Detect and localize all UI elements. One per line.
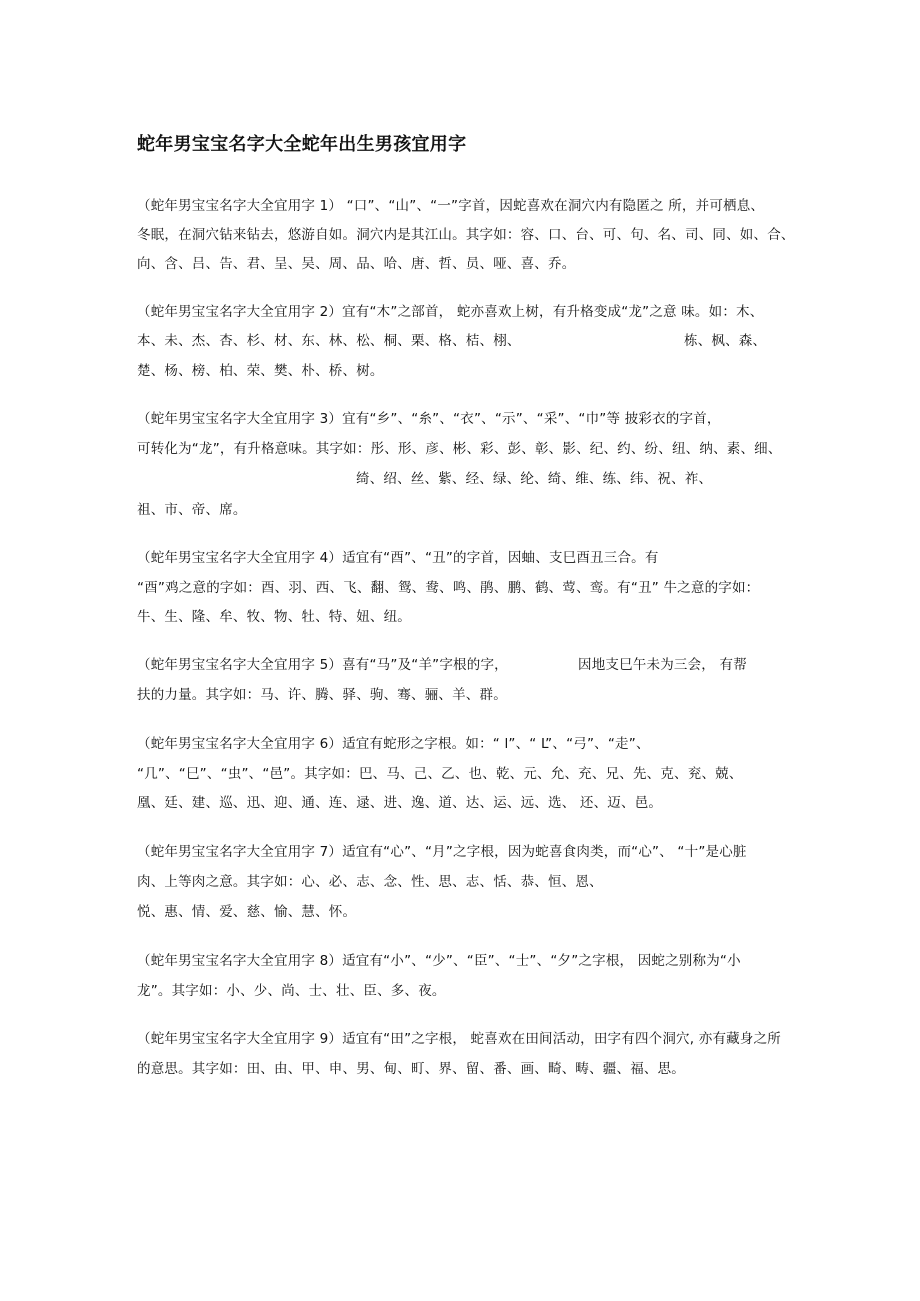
paragraph-6-line-3: 凰、廷、建、巡、迅、迎、通、连、逯、进、逸、道、达、运、远、选、 还、迈、邑。 bbox=[137, 795, 663, 811]
paragraph-3-line-1: （蛇年男宝宝名字大全宜用字 3）宜有“乡”、“糸”、“衣”、“示”、“采”、“巾”等 披彩衣的字首， bbox=[137, 411, 721, 427]
paragraph-2-line-3: 楚、杨、榜、柏、荣、樊、朴、桥、树。 bbox=[137, 363, 384, 379]
paragraph-4-line-1: （蛇年男宝宝名字大全宜用字 4）适宜有“酉”、“丑”的字首，因蚰、支巳酉丑三合。有 bbox=[137, 550, 659, 566]
document-title: 蛇年男宝宝名字大全蛇年出生男孩宜用字 bbox=[137, 134, 467, 155]
paragraph-1-line-3: 向、含、吕、告、君、呈、吴、周、品、哈、唐、哲、员、哑、喜、乔。 bbox=[137, 256, 576, 272]
paragraph-6-line-1: （蛇年男宝宝名字大全宜用字 6）适宜有蛇形之字根。如：“ l”、“ L”、“弓”、“走”、 bbox=[137, 736, 650, 752]
paragraph-5-line-1: （蛇年男宝宝名字大全宜用字 5）喜有“马”及“羊”字根的字， bbox=[137, 657, 508, 673]
paragraph-8-line-2: 龙”。其字如：小、少、尚、士、壮、臣、多、夜。 bbox=[137, 983, 446, 999]
paragraph-4-line-3: 牛、生、隆、牟、牧、物、牡、特、妞、纽。 bbox=[137, 609, 411, 625]
paragraph-5-line-1-tail: 因地支巳午未为三会， 有帮 bbox=[578, 657, 747, 673]
paragraph-9-line-1: （蛇年男宝宝名字大全宜用字 9）适宜有“田”之字根， 蛇喜欢在田间活动，田字有四个洞穴, 亦有藏身之所 bbox=[137, 1031, 781, 1047]
paragraph-1-line-1: （蛇年男宝宝名字大全宜用字 1） “口”、“山”、“一”字首，因蛇喜欢在洞穴内有隐匿之 所，并可栖息、 bbox=[137, 198, 765, 214]
paragraph-2-line-1: （蛇年男宝宝名字大全宜用字 2）宜有“木”之部首， 蛇亦喜欢上树，有升格变成“龙”之意 味。如：木、 bbox=[137, 304, 764, 320]
paragraph-3-line-2: 可转化为“龙”，有升格意味。其字如：彤、形、彦、彬、彩、彭、彰、影、纪、约、纷、纽、纳、素、细、 bbox=[137, 441, 782, 457]
paragraph-7-line-1: （蛇年男宝宝名字大全宜用字 7）适宜有“心”、“月”之字根，因为蛇喜食肉类，而“心”、 “十”是心脏 bbox=[137, 844, 747, 860]
paragraph-5-line-2: 扶的力量。其字如：马、许、腾、驿、驹、骞、骊、羊、群。 bbox=[137, 687, 507, 703]
paragraph-2-line-2-tail: 栋、枫、森、 bbox=[684, 333, 767, 349]
paragraph-4-line-2: “酉”鸡之意的字如：酉、羽、西、飞、翻、鸳、鸯、鸣、鹃、鹏、鹤、莺、鸾。有“丑” 牛之意的字如： bbox=[137, 580, 760, 596]
paragraph-8-line-1: （蛇年男宝宝名字大全宜用字 8）适宜有“小”、“少”、“臣”、“士”、“夕”之字根， 因蛇之别称为“小 bbox=[137, 953, 741, 969]
paragraph-1-line-2: 冬眠，在洞穴钻来钻去，悠游自如。洞穴内是其江山。其字如：容、口、台、可、句、名、司、同、如、合、 bbox=[137, 227, 795, 243]
paragraph-7-line-2: 肉、上等肉之意。其字如：心、必、志、念、性、思、志、恬、恭、恒、恩、 bbox=[137, 874, 603, 890]
paragraph-3-line-4: 祖、市、帝、席。 bbox=[137, 502, 247, 518]
paragraph-9-line-2: 的意思。其字如：田、由、甲、申、男、甸、町、界、留、番、画、畸、畴、疆、福、思。 bbox=[137, 1061, 685, 1077]
paragraph-7-line-3: 悦、惠、情、爱、慈、愉、慧、怀。 bbox=[137, 904, 357, 920]
paragraph-2-line-2: 本、未、杰、杏、杉、材、东、林、松、桐、栗、格、桔、栩、 bbox=[137, 333, 521, 349]
paragraph-3-line-3: 绮、绍、丝、紫、经、绿、纶、绮、维、练、纬、祝、祚、 bbox=[356, 471, 713, 487]
paragraph-6-line-2: “几”、“巳”、“虫”、“邑”。其字如：巴、马、己、乙、也、乾、元、允、充、兄、先、克、兖、兢、 bbox=[137, 766, 743, 782]
